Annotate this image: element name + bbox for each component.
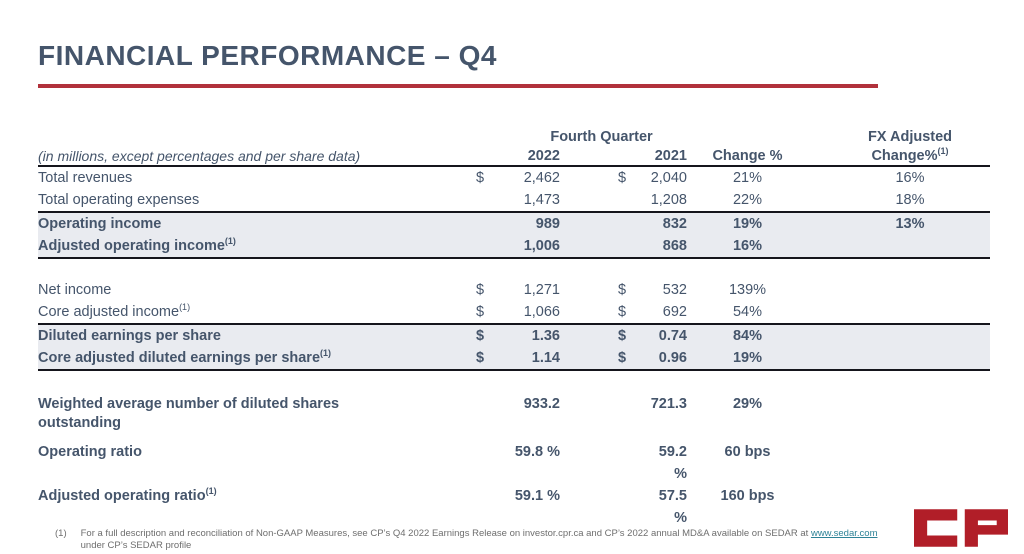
row-label: Total operating expenses	[38, 192, 200, 208]
title-underline-rule	[38, 84, 878, 88]
row-label: Weighted average number of diluted shares outstanding	[38, 396, 340, 431]
value-fx-adjusted-change: 16%	[895, 170, 925, 186]
value-2022: 2,462	[523, 170, 560, 186]
column-header-2021: 2021	[654, 148, 687, 164]
footnote-marker: (1)	[55, 528, 67, 539]
footnote-ref-superscript: (1)	[179, 302, 191, 313]
value-change-percent: 19%	[732, 350, 763, 366]
value-change-percent: 160 bps	[720, 488, 775, 504]
value-2021: 0.96	[658, 350, 687, 366]
currency-symbol-2021: $	[618, 170, 627, 186]
row-label: Core adjusted income$^{(1)}$	[38, 302, 191, 320]
value-2022: 1,006	[523, 238, 560, 254]
currency-symbol-2021: $	[618, 304, 627, 320]
currency-symbol-2022: $	[476, 170, 485, 186]
financial-table	[38, 128, 990, 529]
cp-logo	[914, 507, 1008, 549]
table-row	[38, 323, 990, 347]
value-2022: 1,473	[523, 192, 560, 208]
value-2021: 532	[662, 282, 687, 298]
value-change-percent: 29%	[732, 396, 763, 412]
currency-symbol-2022: $	[476, 328, 485, 344]
footnote-ref-superscript: (1)	[224, 236, 236, 247]
value-2022: 1,271	[523, 282, 560, 298]
currency-symbol-2022: $	[476, 350, 485, 366]
table-section-gap	[38, 433, 990, 441]
table-header-row-group	[38, 128, 990, 146]
currency-symbol-2021: $	[618, 328, 627, 344]
value-2022: 59.8 %	[514, 444, 560, 460]
value-change-percent: 21%	[732, 170, 763, 186]
value-fx-adjusted-change: 18%	[895, 192, 925, 208]
table-row	[38, 279, 990, 301]
table-row	[38, 211, 990, 235]
value-change-percent: 19%	[732, 216, 763, 232]
group-header-fourth-quarter: Fourth Quarter	[550, 129, 653, 145]
value-change-percent: 139%	[728, 282, 767, 298]
footnote-ref-superscript: (1)	[320, 348, 332, 359]
value-change-percent: 60 bps	[724, 444, 771, 460]
table-row	[38, 485, 990, 529]
table-body	[38, 167, 990, 529]
currency-symbol-2022: $	[476, 282, 485, 298]
value-2022: 989	[535, 216, 560, 232]
table-row	[38, 393, 990, 433]
footnote-text: For a full description and reconciliation of Non-GAAP Measures, see CP’s Q4 2022 Earnings Release on investor.cpr.ca and CP’s 2022 annual MD&A available on SEDAR at www.sedar.com under CP’s SEDAR profile	[80, 528, 878, 551]
column-header-2022: 2022	[527, 148, 560, 164]
value-2022: 1,066	[523, 304, 560, 320]
row-label: Adjusted operating income$^{(1)}$	[38, 236, 236, 254]
table-row	[38, 347, 990, 371]
value-change-percent: 54%	[732, 304, 763, 320]
table-row	[38, 235, 990, 259]
row-label: Total revenues	[38, 170, 133, 186]
page-title: FINANCIAL PERFORMANCE – Q4	[38, 40, 497, 71]
value-2022: 59.1 %	[514, 488, 560, 504]
value-change-percent: 84%	[732, 328, 763, 344]
value-2021: 0.74	[658, 328, 687, 344]
table-caption: (in millions, except percentages and per share data)	[38, 148, 361, 164]
value-2021: 59.2 %	[658, 444, 687, 482]
cp-logo-glyph	[914, 507, 1008, 549]
table-row	[38, 301, 990, 323]
table-row	[38, 167, 990, 189]
footnote-ref-superscript: (1)	[205, 486, 217, 497]
row-label: Adjusted operating ratio$^{(1)}$	[38, 486, 217, 504]
table-header-row-columns	[38, 146, 990, 167]
value-2021: 2,040	[650, 170, 687, 186]
fx-adjusted-header-line2: Change%$^{(1)}$	[871, 146, 949, 164]
value-fx-adjusted-change: 13%	[895, 216, 925, 232]
footnote-ref-superscript: (1)	[937, 146, 949, 157]
table-section-gap	[38, 259, 990, 279]
value-2021: 868	[662, 238, 687, 254]
table-section-gap	[38, 371, 990, 393]
row-label: Net income	[38, 282, 112, 298]
value-2021: 832	[662, 216, 687, 232]
value-2022: 1.36	[531, 328, 560, 344]
currency-symbol-2021: $	[618, 350, 627, 366]
value-change-percent: 22%	[732, 192, 763, 208]
currency-symbol-2021: $	[618, 282, 627, 298]
value-2021: 692	[662, 304, 687, 320]
value-2021: 57.5 %	[658, 488, 687, 526]
footnote	[55, 528, 915, 552]
value-2021: 1,208	[650, 192, 687, 208]
value-2022: 933.2	[523, 396, 560, 412]
sedar-link[interactable]: www.sedar.com	[810, 528, 878, 539]
table-row	[38, 441, 990, 485]
column-header-change: Change %	[712, 148, 783, 164]
row-label: Operating income	[38, 216, 162, 232]
row-label: Core adjusted diluted earnings per share$^{(1)}$	[38, 348, 332, 366]
value-change-percent: 16%	[732, 238, 763, 254]
value-2022: 1.14	[531, 350, 560, 366]
value-2021: 721.3	[650, 396, 687, 412]
fx-adjusted-header-line1: FX Adjusted	[867, 129, 953, 145]
currency-symbol-2022: $	[476, 304, 485, 320]
table-row	[38, 189, 990, 211]
row-label: Diluted earnings per share	[38, 328, 221, 344]
row-label: Operating ratio	[38, 444, 142, 460]
